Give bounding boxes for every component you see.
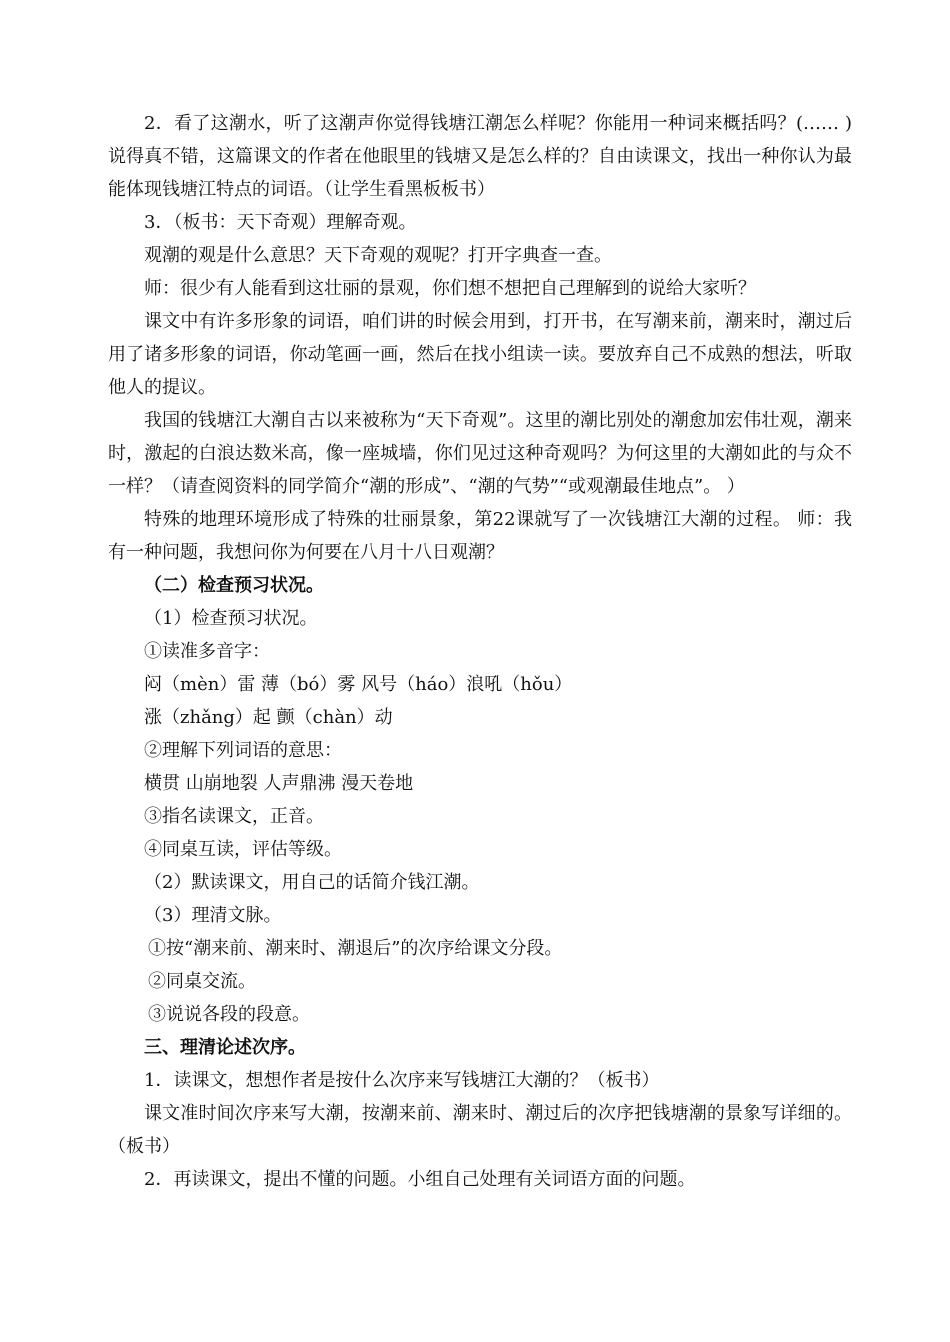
paragraph-teacher-remark: 师：很少有人能看到这壮丽的景观，你们想不想把自己理解到的说给大家听？ [144,278,756,299]
list-item-peer-read: ④同桌互读，评估等级。 [144,839,342,860]
paragraph-geography: 特殊的地理环境形成了特殊的壮丽景象，第22课就写了一次钱塘江大潮的过程。 师：我有一种问题，我想问你为何要在八月十八日观潮？ [108,509,852,563]
document-page [108,107,852,1196]
paragraph-order-answer: 课文准时间次序来写大潮，按潮来前、潮来时、潮过后的次序把钱塘潮的景象写详细的。（板书） [108,1103,852,1157]
list-item-paragraph-meaning: ③说说各段的段意。 [148,1004,310,1025]
paragraph-item-3: 3．（板书：天下奇观）理解奇观。 [144,212,417,233]
paragraph-reread: 2．再读课文，提出不懂的问题。小组自己处理有关词语方面的问题。 [144,1169,696,1190]
paragraph-vivid-words: 课文中有许多形象的词语，咱们讲的时候会用到，打开书，在写潮来前，潮来时，潮过后用了诸多形象的词语，你动笔画一画，然后在找小组读一读。要放弃自己不成熟的想法，听取他人的提议。 [108,311,852,398]
section-heading-preview: （二）检查预习状况。 [144,575,324,596]
list-item-segment: ①按“潮来前、潮来时、潮退后”的次序给课文分段。 [148,938,563,959]
paragraph-guan-meaning: 观潮的观是什么意思？天下奇观的观呢？打开字典查一查。 [144,245,612,266]
list-item-polyphonic: ①读准多音字： [144,641,270,662]
list-item-word-meaning: ②理解下列词语的意思： [144,740,342,761]
pinyin-line-2: 涨（zhǎng）起 颤（chàn）动 [144,707,393,728]
list-item-exchange: ②同桌交流。 [148,971,256,992]
paragraph-read-order: 1．读课文，想想作者是按什么次序来写钱塘江大潮的？（板书） [144,1070,660,1091]
paragraph-qiantang-wonder: 我国的钱塘江大潮自古以来被称为“天下奇观”。这里的潮比别处的潮愈加宏伟壮观，潮来时，激起的白浪达数米高，像一座城墙，你们见过这种奇观吗？为何这里的大潮如此的与众不一样？（请查阅资料的同学简介“潮的形成”、“潮的气势”“或观潮最佳地点”。 ） [108,410,852,497]
section-heading-order: 三、理清论述次序。 [144,1037,306,1058]
paragraph-question-2: 2．看了这潮水，听了这潮声你觉得钱塘江潮怎么样呢？你能用一种词来概括吗？(…… )说得真不错，这篇课文的作者在他眼里的钱塘又是怎么样的？自由读课文，找出一种你认为最能体现钱塘江特点的词语。（让学生看黑板板书） [108,113,852,200]
list-item-read-aloud: ③指名读课文，正音。 [144,806,324,827]
list-item-silent-read: （2）默读课文，用自己的话简介钱江潮。 [144,872,480,893]
list-item-check-preview: （1）检查预习状况。 [144,608,318,629]
pinyin-line-1: 闷（mèn）雷 薄（bó）雾 风号（háo）浪吼（hǒu） [144,674,573,695]
list-item-structure: （3）理清文脉。 [144,905,282,926]
vocabulary-line: 横贯 山崩地裂 人声鼎沸 漫天卷地 [144,773,414,794]
